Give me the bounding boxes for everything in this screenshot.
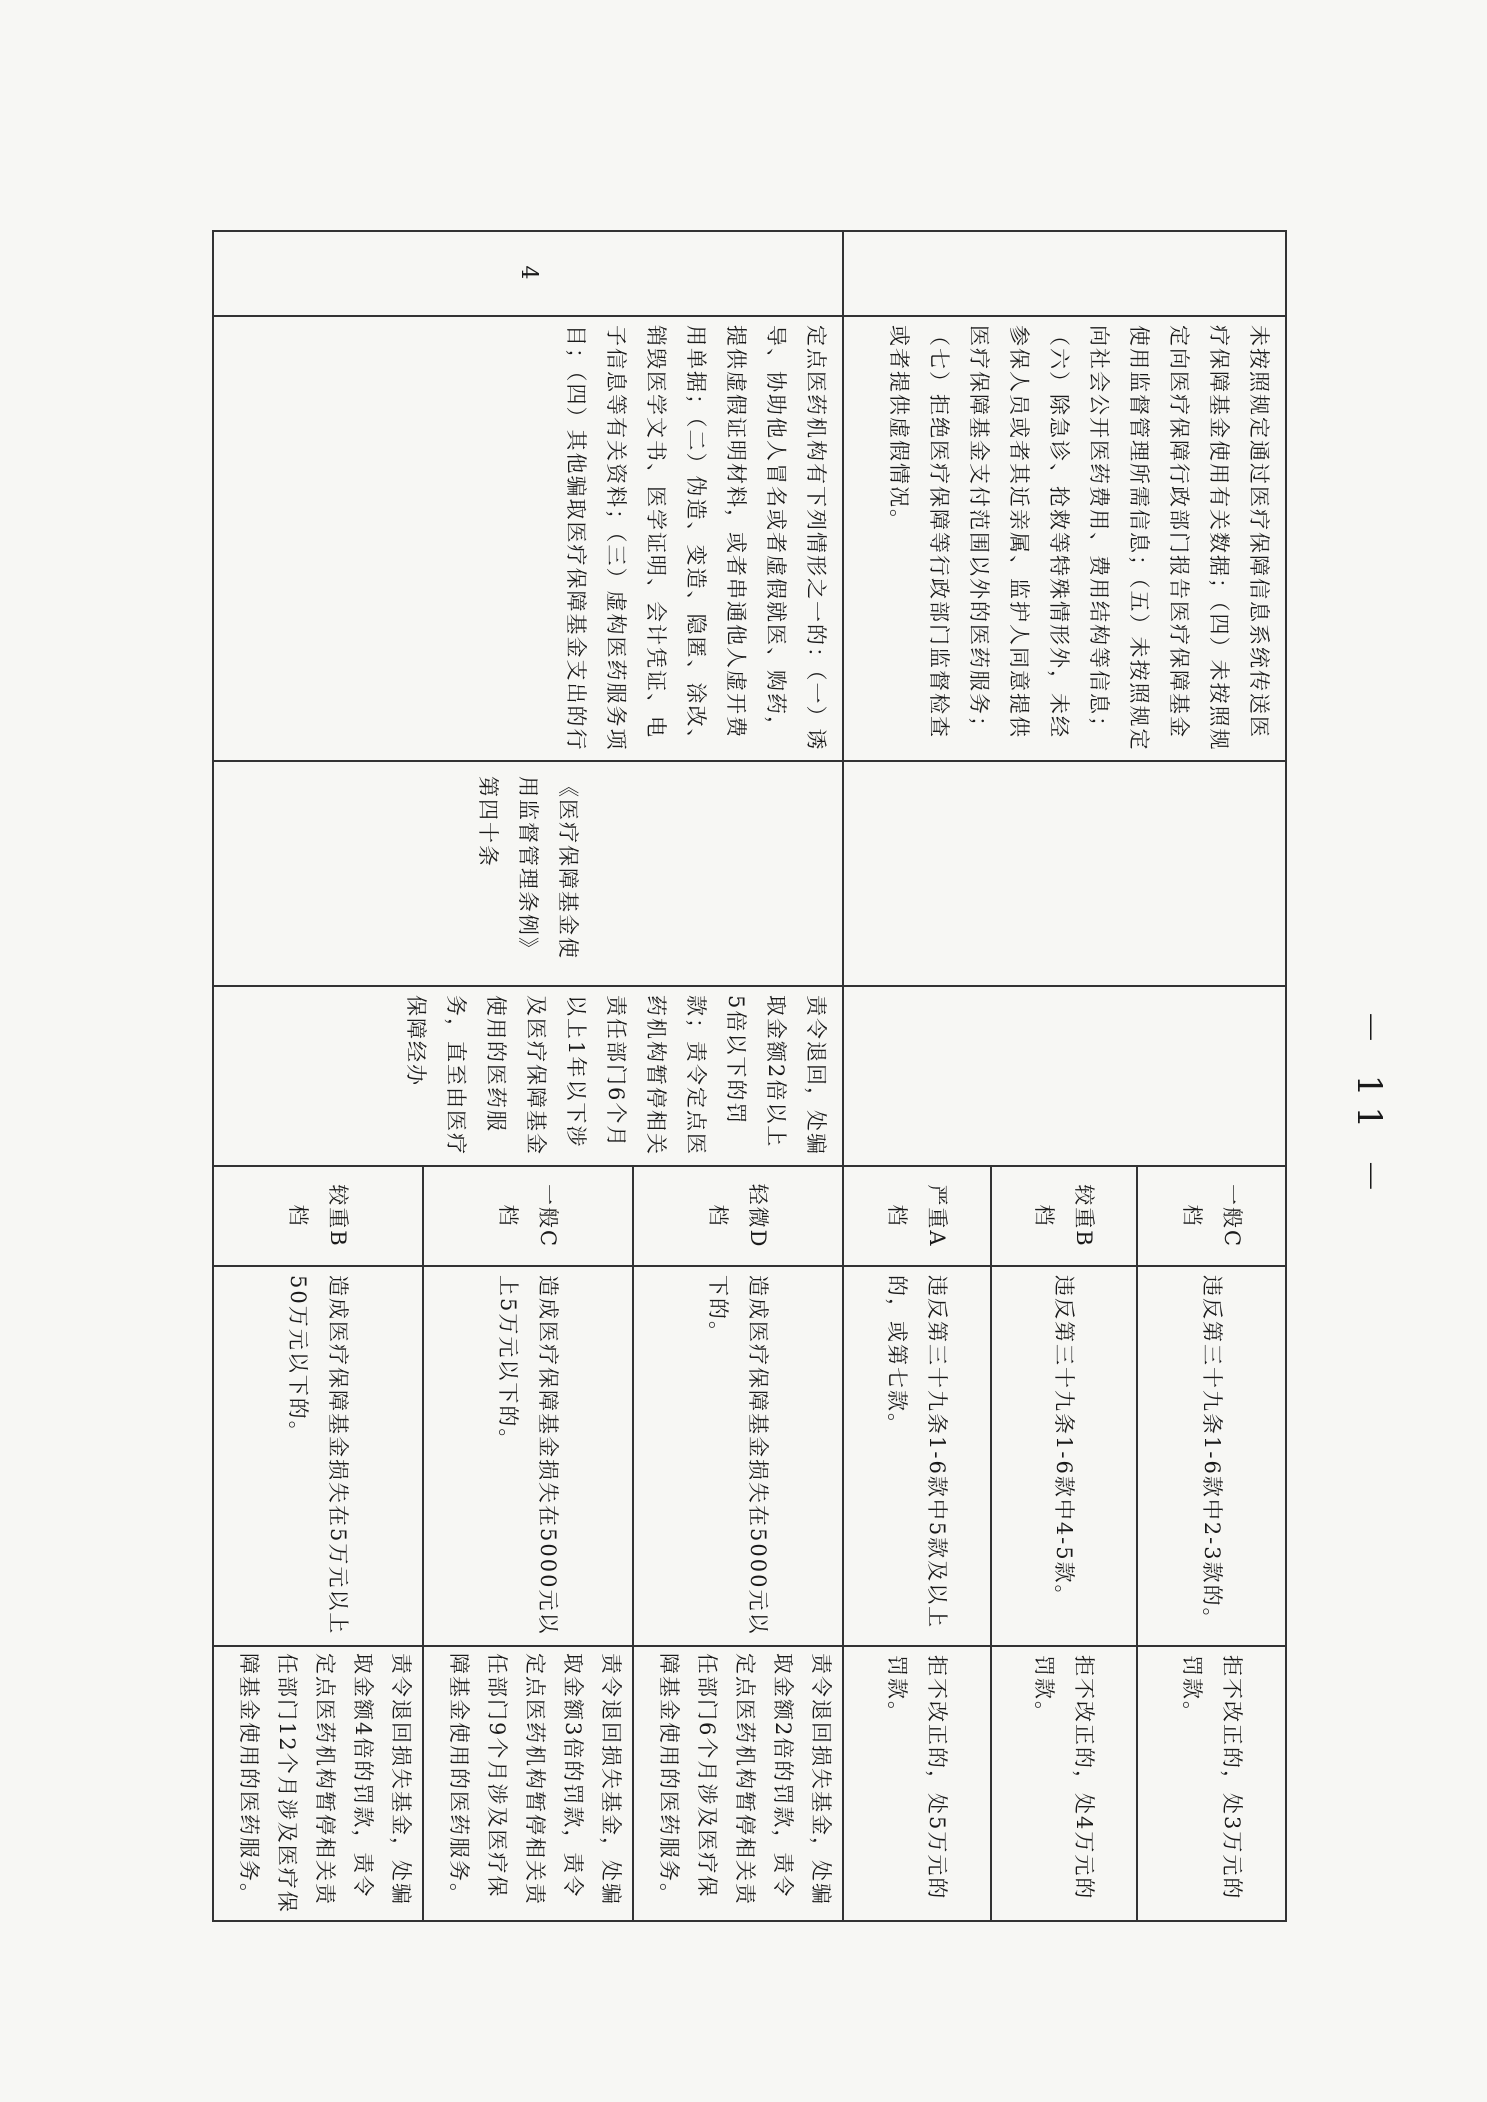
tier-standard: 责令退回损失基金，处骗取金额2倍的罚款，责令定点医药机构暂停相关责任部门6个月涉及医疗保障基金使用的医药服务。 bbox=[633, 1646, 843, 1921]
penalty-standards-table bbox=[212, 230, 1287, 1922]
tier-standard: 责令退回损失基金，处骗取金额4倍的罚款，责令定点医药机构暂停相关责任部门12个月涉及医疗保障基金使用的医药服务。 bbox=[213, 1646, 423, 1921]
table-row bbox=[633, 231, 843, 1921]
tier-standard: 拒不改正的，处3万元的罚款。 bbox=[1137, 1646, 1286, 1921]
tier-level: 严重A档 bbox=[843, 1166, 992, 1266]
penalty-range-cell: 责令退回，处骗取金额2倍以上5倍以下的罚款；责令定点医药机构暂停相关责任部门6个月以上1年以下涉及医疗保障基金使用的医药服务，直至由医疗保障经办 bbox=[213, 986, 843, 1166]
tier-level: 一般C档 bbox=[423, 1166, 633, 1266]
tier-standard: 拒不改正的，处4万元的罚款。 bbox=[991, 1646, 1137, 1921]
tier-circumstance: 造成医疗保障基金损失在5万元以上50万元以下的。 bbox=[213, 1266, 423, 1646]
tier-circumstance: 造成医疗保障基金损失在5000元以上5万元以下的。 bbox=[423, 1266, 633, 1646]
tier-circumstance: 违反第三十九条1-6款中5款及以上的，或第七款。 bbox=[843, 1266, 992, 1646]
penalty-range-cell-empty bbox=[843, 986, 1286, 1166]
seq-cell-empty bbox=[843, 231, 1286, 316]
page-number: － 11 － bbox=[1349, 1010, 1389, 1203]
table-row bbox=[1137, 231, 1286, 1921]
tier-standard: 拒不改正的，处5万元的罚款。 bbox=[843, 1646, 992, 1921]
tier-level: 一般C档 bbox=[1137, 1166, 1286, 1266]
behavior-cell: 定点医药机构有下列情形之一的：（一）诱导、协助他人冒名或者虚假就医、购药，提供虚假证明材料，或者串通他人虚开费用单据；（二）伪造、变造、隐匿、涂改、销毁医学文书、医学证明、会计凭证、电子信息等有关资料；（三）虚构医药服务项目；（四）其他骗取医疗保障基金支出的行 bbox=[213, 316, 843, 761]
behavior-cell: 未按照规定通过医疗保障信息系统传送医疗保障基金使用有关数据；（四）未按照规定向医疗保障行政部门报告医疗保障基金使用监督管理所需信息；（五）未按照规定向社会公开医药费用、费用结构等信息；（六）除急诊、抢救等特殊情形外，未经参保人员或者其近亲属、监护人同意提供医疗保障基金支付范围以外的医药服务；（七）拒绝医疗保障等行政部门监督检查或者提供虚假情况。 bbox=[843, 316, 1286, 761]
legal-basis-cell: 《医疗保障基金使用监督管理条例》第四十条 bbox=[213, 761, 843, 986]
basis-cell-empty bbox=[843, 761, 1286, 986]
tier-circumstance: 违反第三十九条1-6款中4-5款。 bbox=[991, 1266, 1137, 1646]
tier-circumstance: 造成医疗保障基金损失在5000元以下的。 bbox=[633, 1266, 843, 1646]
tier-standard: 责令退回损失基金，处骗取金额3倍的罚款，责令定点医药机构暂停相关责任部门9个月涉及医疗保障基金使用的医药服务。 bbox=[423, 1646, 633, 1921]
tier-circumstance: 违反第三十九条1-6款中2-3款的。 bbox=[1137, 1266, 1286, 1646]
tier-level: 较重B档 bbox=[991, 1166, 1137, 1266]
tier-level: 较重B档 bbox=[213, 1166, 423, 1266]
tier-level: 轻微D档 bbox=[633, 1166, 843, 1266]
seq-number: 4 bbox=[213, 231, 843, 316]
